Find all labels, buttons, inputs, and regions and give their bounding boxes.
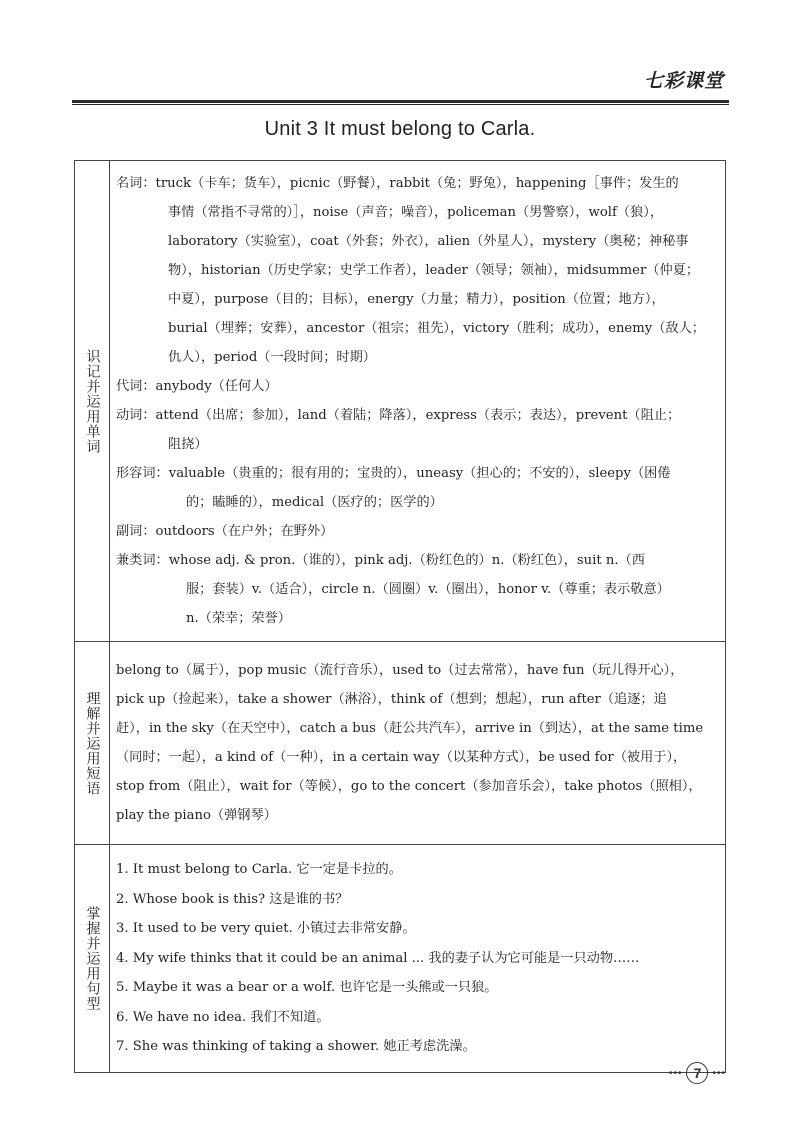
phrase-line: play the piano（弹钢琴） xyxy=(116,808,277,823)
word-line: 的；瞌睡的），medical（医疗的；医学的） xyxy=(186,495,443,510)
brand-logo: 七彩课堂 xyxy=(643,70,724,92)
word-line: laboratory（实验室），coat（外套；外衣），alien（外星人），mystery（奥秘；神秘事 xyxy=(168,234,689,249)
word-line: 名词：truck（卡车；货车），picnic（野餐），rabbit（兔；野兔），happening［事件；发生的 xyxy=(116,176,679,191)
word-line: 副词：outdoors（在户外；在野外） xyxy=(116,524,334,539)
word-line: n.（荣幸；荣誉） xyxy=(186,611,291,626)
phrases-row xyxy=(75,642,726,845)
sentences-label: 掌握并运用句型 xyxy=(75,845,110,1073)
word-line: 形容词：valuable（贵重的；很有用的；宝贵的），uneasy（担心的；不安的），sleepy（困倦 xyxy=(116,466,671,481)
sentence-line: 3. It used to be very quiet. 小镇过去非常安静。 xyxy=(116,921,416,936)
sentences-content xyxy=(110,845,726,1073)
word-line: 代词：anybody（任何人） xyxy=(116,379,278,394)
dots-left-icon: ••• xyxy=(668,1067,683,1079)
sentence-line: 2. Whose book is this? 这是谁的书？ xyxy=(116,891,349,907)
word-line: 事情（常指不寻常的）］，noise（声音；噪音），policeman（男警察），wolf（狼）， xyxy=(168,205,664,220)
dots-right-icon: ••• xyxy=(712,1067,726,1079)
header-rule xyxy=(72,100,729,103)
word-line: 仇人），period（一段时间；时期） xyxy=(168,350,376,365)
words-label: 识记并运用单词 xyxy=(75,161,110,642)
word-line: 阻挠） xyxy=(168,437,208,452)
word-line: 服；套装）v.（适合），circle n.（圆圈）v.（圈出），honor v.（尊重；表示敬意） xyxy=(186,582,670,597)
sentences-row xyxy=(75,845,726,1073)
phrase-line: belong to（属于），pop music（流行音乐），used to（过去常常），have fun（玩儿得开心）， xyxy=(116,663,684,678)
sentence-line: 6. We have no idea. 我们不知道。 xyxy=(116,1009,330,1025)
phrases-label: 理解并运用短语 xyxy=(75,642,110,845)
words-content xyxy=(110,161,726,642)
word-line: 中夏），purpose（目的；目标），energy（力量；精力），position（位置；地方）， xyxy=(168,292,665,307)
page-number-badge xyxy=(669,1062,726,1084)
phrases-content xyxy=(110,642,726,845)
word-line: 物），historian（历史学家；史学工作者），leader（领导；领袖），midsummer（仲夏； xyxy=(168,263,700,278)
sentence-line: 7. She was thinking of taking a shower. 她正考虑洗澡。 xyxy=(116,1039,476,1054)
phrase-line: （同时；一起），a kind of（一种），in a certain way（以某种方式），be used for（被用于）， xyxy=(116,750,687,765)
phrase-line: 赶），in the sky（在天空中），catch a bus（赶公共汽车），arrive in（到达），at the same time xyxy=(116,721,704,736)
sentence-line: 1. It must belong to Carla. 它一定是卡拉的。 xyxy=(116,862,402,877)
header-rule-thin xyxy=(72,104,729,105)
word-line: 兼类词：whose adj. & pron.（谁的），pink adj.（粉红色的）n.（粉红色），suit n.（西 xyxy=(116,553,645,568)
vocabulary-table xyxy=(74,160,726,1073)
phrase-line: pick up（捡起来），take a shower（淋浴），think of（想到；想起），run after（追逐；追 xyxy=(116,692,667,707)
phrase-line: stop from（阻止），wait for（等候），go to the concert（参加音乐会），take photos（照相）， xyxy=(116,779,702,794)
words-row xyxy=(75,161,726,642)
page-number: 7 xyxy=(686,1062,708,1084)
word-line: burial（埋葬；安葬），ancestor（祖宗；祖先），victory（胜利；成功），enemy（敌人； xyxy=(168,321,705,336)
sentence-line: 5. Maybe it was a bear or a wolf. 也许它是一头熊或一只狼。 xyxy=(116,980,498,995)
unit-title: Unit 3 It must belong to Carla. xyxy=(264,118,536,140)
sentence-line: 4. My wife thinks that it could be an animal ... 我的妻子认为它可能是一只动物…… xyxy=(116,950,640,966)
word-line: 动词：attend（出席；参加），land（着陆；降落），express（表示；表达），prevent（阻止； xyxy=(116,408,681,423)
